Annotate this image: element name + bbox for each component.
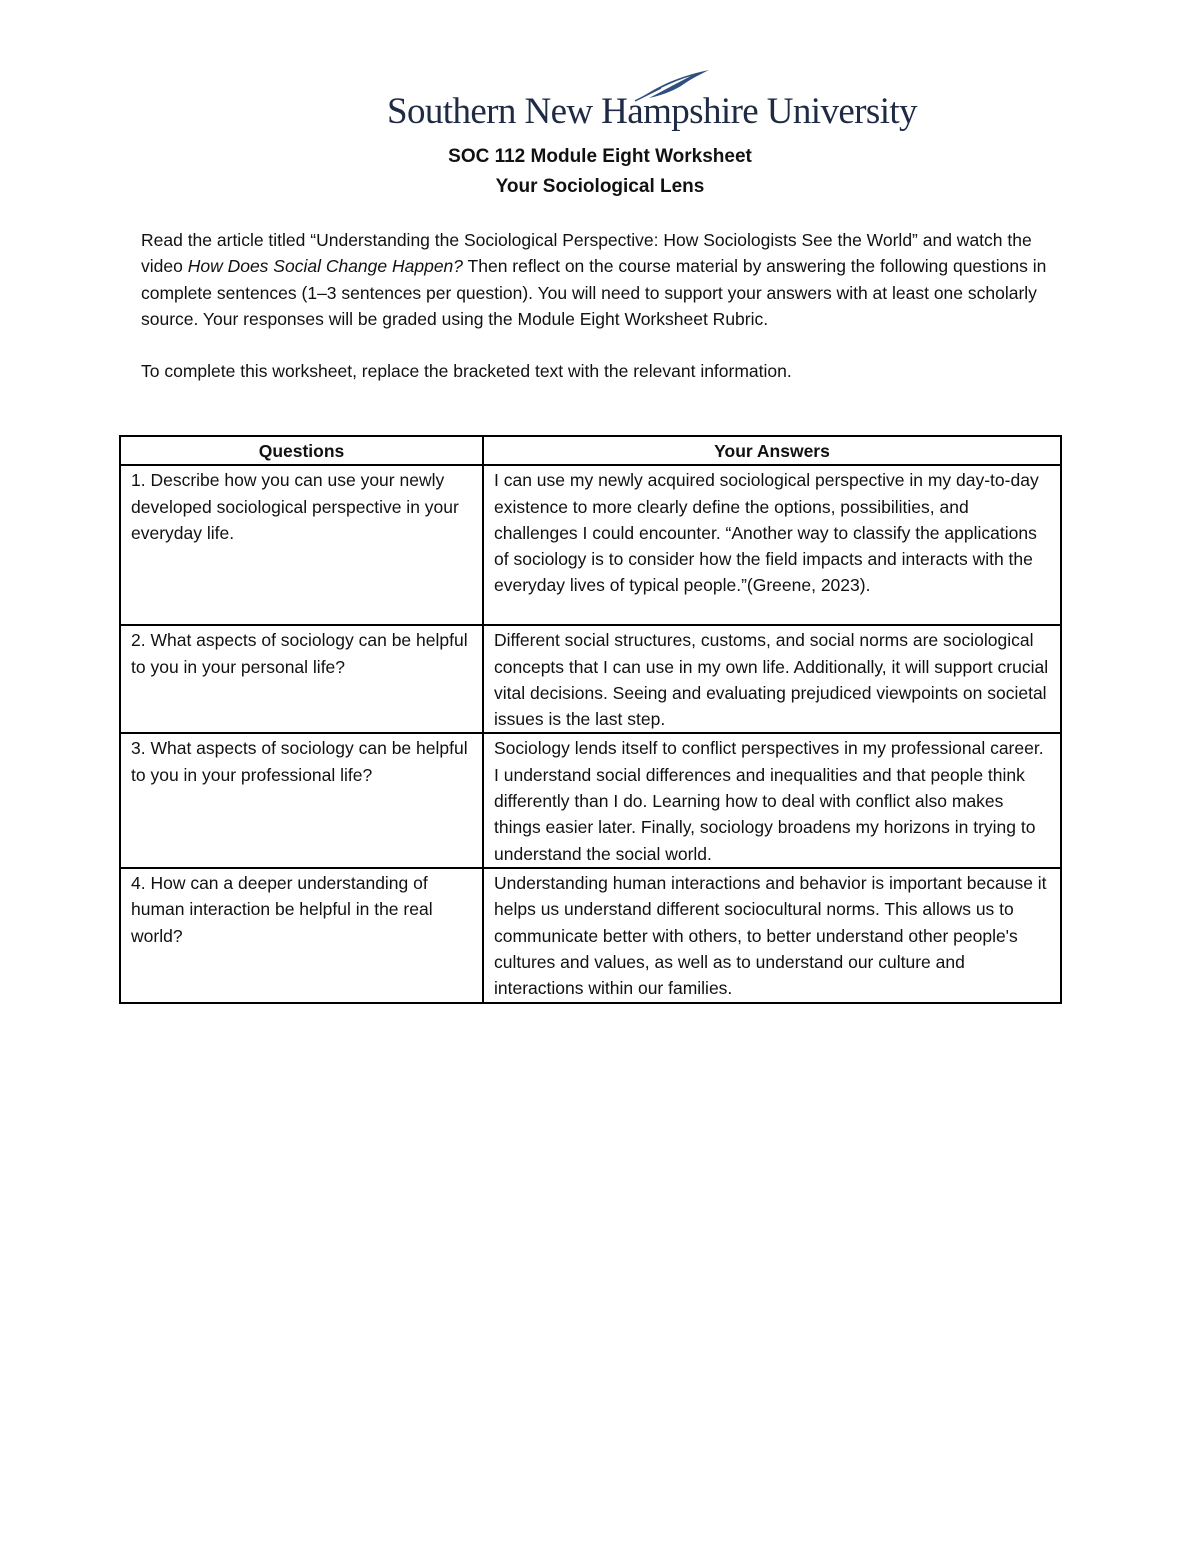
answers-header: Your Answers [483, 436, 1061, 465]
question-cell: 2. What aspects of sociology can be helpful to you in your personal life? [120, 625, 483, 733]
answer-cell[interactable]: Different social structures, customs, and social norms are sociological concepts that I can use in my own life. Additionally, it will support crucial vital decisions. Seeing and evaluating prejudiced viewpoints on societal issues is the last step. [483, 625, 1061, 733]
table-row [120, 733, 1061, 867]
question-cell: 1. Describe how you can use your newly developed sociological perspective in your everyday life. [120, 465, 483, 625]
table-header-row [120, 436, 1061, 465]
qa-table [119, 435, 1062, 1004]
answer-cell[interactable]: Understanding human interactions and behavior is important because it helps us understand different sociocultural norms. This allows us to communicate better with others, to better understand other people's cultures and values, as well as to understand our culture and interactions within our families. [483, 868, 1061, 1003]
worksheet-subtitle: Your Sociological Lens [495, 176, 705, 197]
instructions-paragraph [141, 227, 1061, 332]
completion-instructions: To complete this worksheet, replace the bracketed text with the relevant information. [141, 361, 792, 382]
questions-header: Questions [120, 436, 483, 465]
logo-wordmark: Southern New Hampshire University [387, 91, 917, 132]
answer-cell[interactable]: Sociology lends itself to conflict perspectives in my professional career. I understand social differences and inequalities and that people think differently than I do. Learning how to deal with conflict also makes things easier later. Finally, sociology broadens my horizons in trying to understand the social world. [483, 733, 1061, 867]
question-cell: 3. What aspects of sociology can be helpful to you in your professional life? [120, 733, 483, 867]
table-row [120, 625, 1061, 733]
video-title: How Does Social Change Happen? [187, 256, 464, 277]
university-logo [387, 68, 917, 138]
instructions-text-1: Read the article titled “Understanding the Sociological Perspective: How Sociologists See the World” and watch the video [141, 230, 1032, 277]
instructions-text-2: Then reflect on the course material by answering the following questions in complete sentences (1–3 sentences per question). You will need to support your answers with at least one scholarly source. Your responses will be graded using the Module Eight Worksheet Rubric. [141, 256, 1047, 329]
worksheet-title: SOC 112 Module Eight Worksheet [448, 146, 752, 167]
question-cell: 4. How can a deeper understanding of human interaction be helpful in the real world? [120, 868, 483, 1003]
table-row [120, 465, 1061, 625]
answer-cell[interactable]: I can use my newly acquired sociological perspective in my day-to-day existence to more clearly define the options, possibilities, and challenges I could encounter. “Another way to classify the applications of sociology is to consider how the field impacts and interacts with the everyday lives of typical people.”(Greene, 2023). [483, 465, 1061, 625]
instructions [141, 227, 1061, 384]
table-row [120, 868, 1061, 1003]
